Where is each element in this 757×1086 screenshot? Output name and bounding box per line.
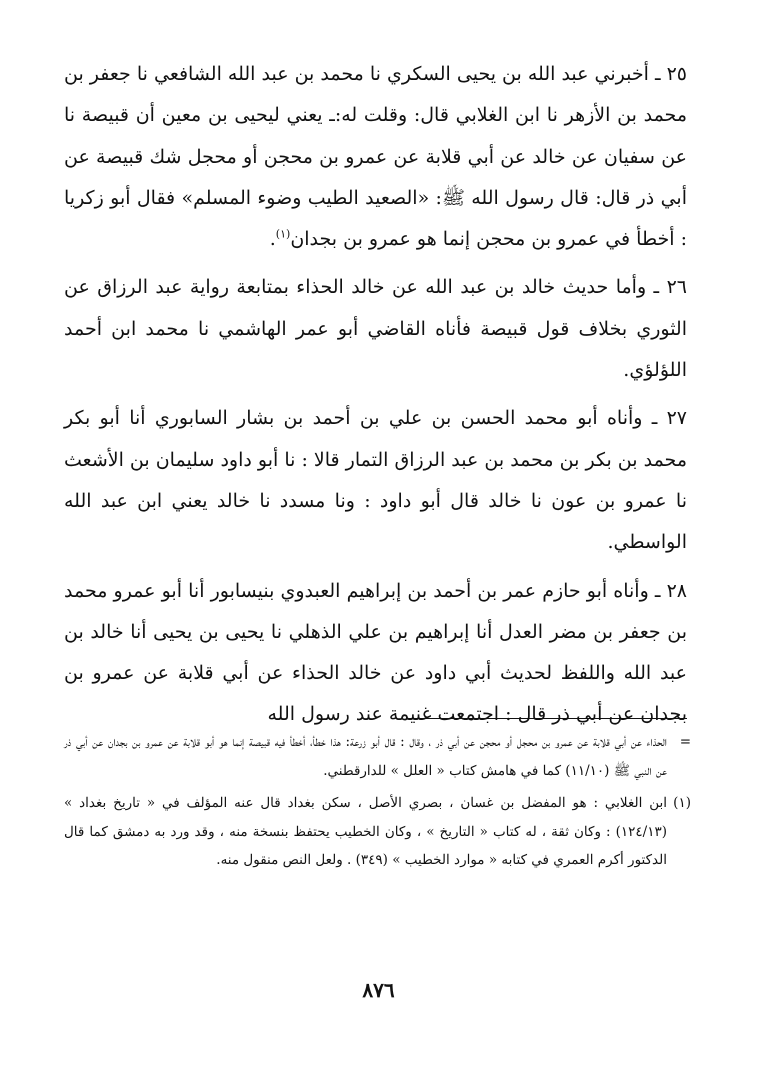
paragraph-25: ٢٥ ـ أخبرني عبد الله بن يحيى السكري نا محمد بن عبد الله الشافعي نا جعفر بن محمد بن الأزهر نا ابن الغلابي قال: وقلت له:ـ يعني ليحيى بن معين أن قبيصة نا عن سفيان عن خالد عن أبي قلابة عن عمرو بن محجن أو محجل شك قبيصة عن أبي ذر قال: قال رسول الله ﷺ: «الصعيد الطيب وضوء المسلم» فقال أبو زكريا : أخطأ في عمرو بن محجن إنما هو عمرو بن بجدان$^{(١)}$. — [64, 63, 687, 251]
paragraph-text: وأما حديث خالد بن عبد الله عن خالد الحذاء بمتابعة رواية عبد الرزاق عن الثوري بخلاف قول قبيصة فأناه القاضي أبو عمر الهاشمي نا محمد ابن أحمد اللؤلؤي. — [64, 276, 687, 382]
paragraph-number: ٢٨ — [666, 579, 687, 602]
footnote-text: الحذاء عن أبي قلابة عن عمرو بن محجل أو محجن عن أبي ذر ، وقال : قال أبو زرعة: هذا خطأ، أخطأ فيه قبيصة إنما هو أبو قلابة عن عمرو بن بجدان عن أبي ذر عن النبي ﷺ (١١/١٠) كما في هامش كتاب « العلل » للدارقطني. — [64, 734, 667, 779]
paragraph-number: ٢٦ — [666, 276, 687, 299]
footnote-mark: (١) — [673, 795, 691, 811]
paragraph-end: . — [269, 228, 276, 251]
paragraph-text: وأناه أبو محمد الحسن بن علي بن أحمد بن بشار السابوري أنا أبو بكر محمد بن بكر بن محمد بن عبد الرزاق التمار قالا : نا أبو داود سليمان بن الأشعث نا عمرو بن عون نا خالد قال أبو داود : ونا مسدد نا خالد يعني ابن عبد الله الواسطي. — [64, 407, 687, 554]
paragraph-27: ٢٧ ـ وأناه أبو محمد الحسن بن علي بن أحمد بن بشار السابوري أنا أبو بكر محمد بن بكر بن محمد بن عبد الرزاق التمار قالا : نا أبو داود سليمان بن الأشعث نا عمرو بن عون نا خالد قال أبو داود : ونا مسدد نا خالد يعني ابن عبد الله الواسطي. — [64, 407, 687, 554]
footnotes — [64, 728, 691, 875]
main-text — [64, 54, 687, 736]
footnote-reference: (١) — [275, 227, 291, 241]
paragraph-number: ٢٧ — [666, 407, 687, 430]
paragraph-number: ٢٥ — [666, 63, 687, 85]
paragraph-text: أخبرني عبد الله بن يحيى السكري نا محمد بن عبد الله الشافعي نا جعفر بن محمد بن الأزهر نا ابن الغلابي قال: وقلت له:ـ يعني ليحيى بن معين أن قبيصة نا عن سفيان عن خالد عن أبي قلابة عن عمرو بن محجن أو محجل شك قبيصة عن أبي ذر قال: قال رسول الله ﷺ: «الصعيد الطيب وضوء المسلم» فقال أبو زكريا : أخطأ في عمرو بن محجن إنما هو عمرو بن بجدان — [64, 63, 687, 251]
footnote-1 — [64, 789, 691, 875]
page-number: ٨٧٦ — [362, 978, 395, 1002]
paragraph-28: ٢٨ ـ وأناه أبو حازم عمر بن أحمد بن إبراهيم العبدوي بنيسابور أنا أبو عمرو محمد بن جعفر بن مضر العدل أنا إبراهيم بن علي الذهلي نا يحيى بن يحيى أنا خالد بن عبد الله واللفظ لحديث أبي داود عن خالد الحذاء عن أبي قلابة عن عمرو بن بجدان عن أبي ذر قال : اجتمعت غنيمة عند رسول الله — [64, 579, 687, 726]
footnote-mark: = — [679, 734, 691, 750]
paragraph-26: ٢٦ ـ وأما حديث خالد بن عبد الله عن خالد الحذاء بمتابعة رواية عبد الرزاق عن الثوري بخلاف قول قبيصة فأناه القاضي أبو عمر الهاشمي نا محمد ابن أحمد اللؤلؤي. — [64, 276, 687, 382]
paragraph-text: وأناه أبو حازم عمر بن أحمد بن إبراهيم العبدوي بنيسابور أنا أبو عمرو محمد بن جعفر بن مضر العدل أنا إبراهيم بن علي الذهلي نا يحيى بن يحيى أنا خالد بن عبد الله واللفظ لحديث أبي داود عن خالد الحذاء عن أبي قلابة عن عمرو بن بجدان عن أبي ذر قال : اجتمعت غنيمة عند رسول الله — [64, 579, 687, 726]
footnote-divider — [408, 718, 687, 719]
footnote-text: ابن الغلابي : هو المفضل بن غسان ، بصري الأصل ، سكن بغداد قال عنه المؤلف في « تاريخ بغداد » (١٢٤/١٣) : وكان ثقة ، له كتاب « التاريخ » ، وكان الخطيب يحتفظ بنسخة منه ، وقد ورد به دمشق كما قال الدكتور أكرم العمري في كتابه « موارد الخطيب » (٣٤٩) . ولعل النص منقول منه. — [64, 795, 667, 868]
footnote-continued — [64, 728, 691, 785]
